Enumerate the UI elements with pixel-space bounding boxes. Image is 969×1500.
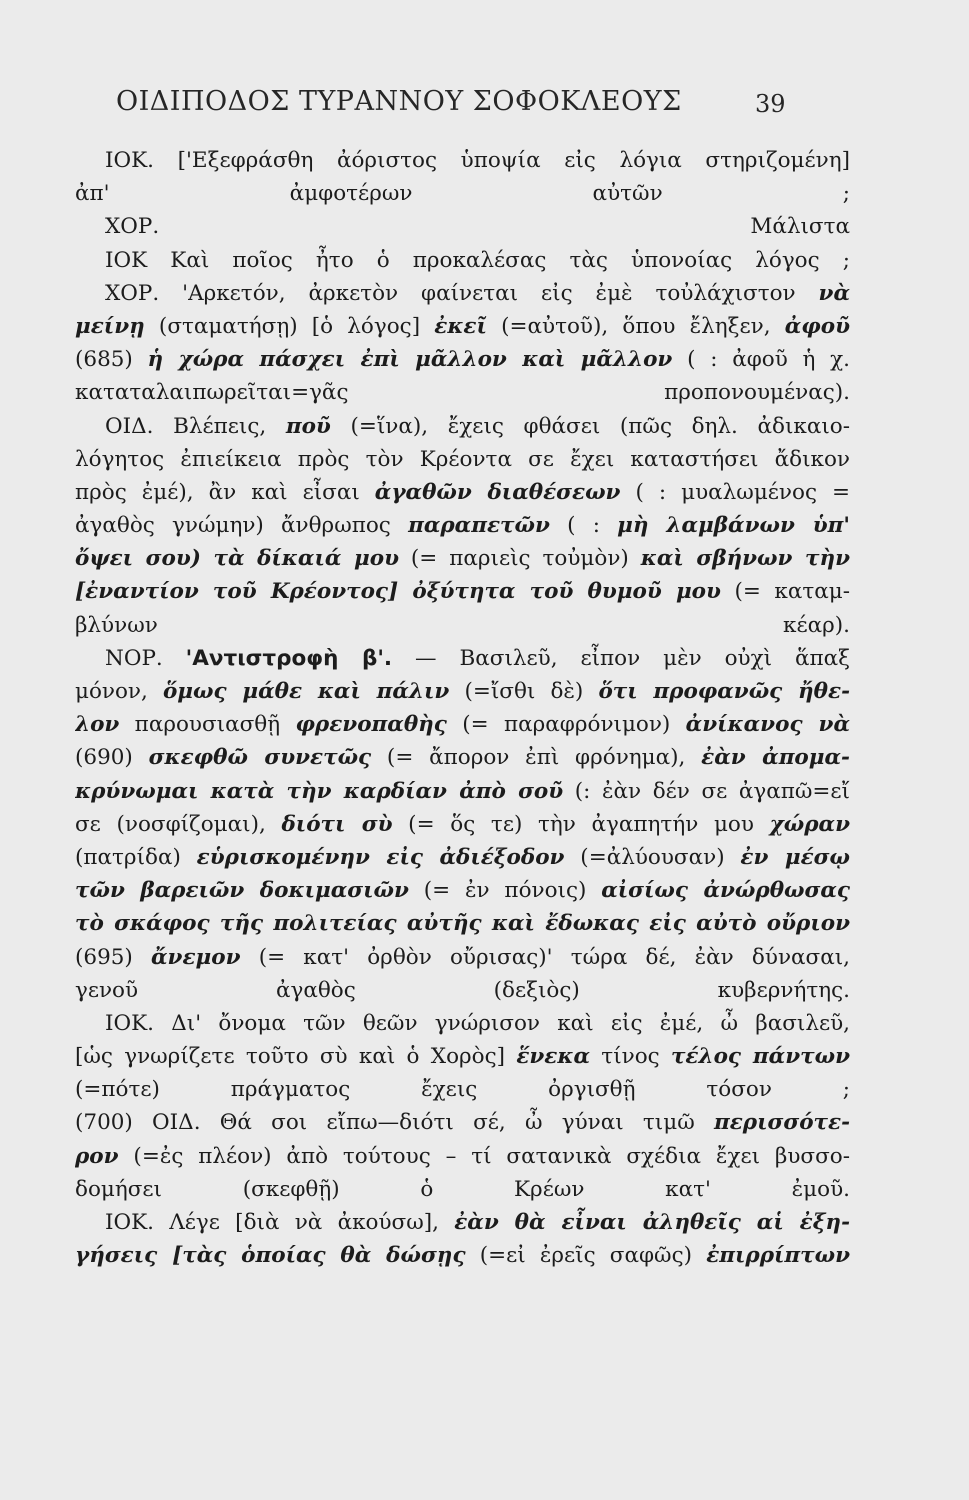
text-segment: ἀγαθὸς γνώμην) ἄνθρωπος [75, 513, 409, 539]
emphasized-text: μείνῃ [75, 313, 145, 339]
emphasized-text: γήσεις [τὰς ὁποίας θὰ δώσῃς [75, 1243, 466, 1269]
text-line [75, 177, 850, 210]
text-line [75, 310, 850, 343]
text-line [75, 410, 850, 443]
text-segment: ΙΟΚ Καὶ ποῖος ἦτο ὁ προκαλέσας τὰς ὑπονοίας λόγος ; [105, 247, 850, 273]
emphasized-text: ὅμως μάθε καὶ πάλιν [162, 679, 450, 704]
page-number: 39 [755, 90, 786, 118]
text-segment: παρουσιασθῇ [119, 712, 296, 738]
text-segment: (= παριεὶς τοὐμὸν) [399, 546, 641, 572]
text-segment: (695) [75, 944, 151, 970]
text-segment: (= καταμ- [720, 579, 850, 605]
text-segment: (=ἴσθι δὲ) [449, 679, 599, 704]
emphasized-text: διότι σὺ [281, 811, 393, 837]
emphasized-text: ἐὰν ἀπομα- [701, 745, 850, 771]
emphasized-text: εὑρισκομένην εἰς ἀδιέξοδον [196, 844, 565, 870]
text-line [75, 874, 850, 907]
text-segment: δομήσει (σκεφθῇ) ὁ Κρέων κατ' ἐμοῦ. [75, 1176, 850, 1202]
text-line [75, 1140, 850, 1173]
text-segment: ΙΟΚ. ['Εξεφράσθη ἀόριστος ὑποψία εἰς λόγια στηριζομένη] [105, 148, 850, 173]
emphasized-text: περισσότε- [713, 1110, 850, 1136]
emphasized-text: ἀφοῦ [784, 313, 850, 339]
emphasized-text: ποῦ [285, 413, 331, 439]
text-segment: μόνον, [75, 679, 163, 704]
text-segment: ΝΟΡ. [105, 645, 186, 671]
text-segment: ΧΟΡ. 'Αρκετόν, ἀρκετὸν φαίνεται εἰς ἐμὲ τοὐλάχιστον [105, 280, 819, 306]
emphasized-text: ρον [75, 1143, 119, 1169]
emphasized-text: μὴ λαμβάνων ὑπ' [617, 513, 850, 539]
section-heading: 'Αντιστροφὴ β'. [185, 645, 393, 671]
text-segment: (= ὅς τε) τὴν ἀγαπητήν μου [392, 811, 770, 837]
emphasized-text: ἀνίκανος νὰ [685, 712, 850, 738]
text-line [75, 542, 850, 575]
emphasized-text: ἐὰν θὰ εἶναι ἀληθεῖς αἱ ἐξη- [454, 1210, 850, 1235]
text-line [75, 741, 850, 774]
text-line [75, 808, 850, 841]
text-segment: (=πότε) πράγματος ἔχεις ὀργισθῇ τόσον ; [75, 1077, 850, 1103]
text-segment: καταταλαιπωρεῖται=γᾶς προπονουμένας). [75, 380, 850, 406]
text-line [75, 1206, 850, 1239]
text-line [75, 1173, 850, 1206]
text-line [75, 907, 850, 940]
text-segment: (σταματήσῃ) [ὁ λόγος] [144, 313, 435, 339]
text-line [75, 509, 850, 542]
emphasized-text: αἰσίως ἀνώρθωσας [601, 878, 850, 904]
text-segment: τίνος [590, 1044, 671, 1070]
text-segment: ΙΟΚ. Δι' ὄνομα τῶν θεῶν γνώρισον καὶ εἰς ἐμέ, ὦ βασιλεῦ, [105, 1010, 850, 1036]
text-line [75, 244, 850, 277]
emphasized-text: λον [75, 712, 120, 738]
text-segment: (=εἰ ἐρεῖς σαφῶς) [465, 1243, 707, 1269]
emphasized-text: [ἐναντίον τοῦ Κρέοντος] ὀξύτητα τοῦ θυμοῦ μου [75, 579, 721, 605]
emphasized-text: τῶν βαρειῶν δοκιμασιῶν [75, 878, 409, 904]
emphasized-text: χώραν [769, 811, 850, 837]
text-segment: πρὸς ἐμέ), ἂν καὶ εἶσαι [75, 479, 375, 505]
text-line [75, 1040, 850, 1073]
text-segment: ΟΙΔ. Βλέπεις, [105, 413, 286, 439]
text-segment: (πατρίδα) [75, 844, 197, 870]
text-line [75, 1106, 850, 1139]
emphasized-text: ἐν μέσῳ [740, 844, 850, 870]
text-segment: (= παραφρόνιμον) [446, 712, 686, 738]
emphasized-text: ἐπιρρίπτων [706, 1243, 850, 1269]
text-segment: ( : μυαλωμένος = [620, 479, 850, 505]
text-segment: (690) [75, 745, 149, 771]
emphasized-text: ἡ χώρα πάσχει ἐπὶ μᾶλλον καὶ μᾶλλον [147, 347, 673, 373]
text-line [75, 343, 850, 376]
text-segment: (: ἐὰν δέν σε ἀγαπῶ=εἴ [563, 778, 850, 804]
text-segment: (=ἵνα), ἔχεις φθάσει (πῶς δηλ. ἀδικαιο- [330, 413, 850, 439]
page-body-text [75, 144, 850, 1272]
text-segment: (= ἐν πόνοις) [408, 878, 602, 904]
text-line [75, 609, 850, 642]
text-line [75, 476, 850, 509]
text-line [75, 1239, 850, 1272]
text-segment: γενοῦ ἀγαθὸς (δεξιὸς) κυβερνήτης. [75, 977, 850, 1003]
emphasized-text: νὰ [818, 280, 850, 306]
text-line [75, 144, 850, 177]
emphasized-text: σκεφθῶ συνετῶς [148, 745, 372, 771]
text-line [75, 841, 850, 874]
emphasized-text: ἐκεῖ [434, 313, 487, 339]
emphasized-text: ὅτι προφανῶς ἤθε- [598, 679, 850, 704]
emphasized-text: ἀγαθῶν διαθέσεων [374, 479, 621, 505]
text-segment: (= κατ' ὀρθὸν οὔρισας)' τώρα δέ, ἐὰν δύνασαι, [240, 944, 850, 970]
emphasized-text: κρύνωμαι κατὰ τὴν καρδίαν ἀπὸ σοῦ [75, 778, 564, 804]
text-line [75, 1073, 850, 1106]
text-line [75, 642, 850, 675]
text-line [75, 277, 850, 310]
text-line [75, 974, 850, 1007]
emphasized-text: τέλος πάντων [670, 1044, 850, 1070]
text-segment: ( : ἀφοῦ ἡ χ. [672, 347, 850, 373]
text-line [75, 675, 850, 708]
text-segment: (=ἀλύουσαν) [564, 844, 741, 870]
text-segment: (= ἄπορον ἐπὶ φρόνημα), [371, 745, 702, 771]
text-segment: σε (νοσφίζομαι), [75, 811, 282, 837]
text-segment: ΙΟΚ. Λέγε [διὰ νὰ ἀκούσω], [105, 1210, 455, 1235]
text-line [75, 443, 850, 476]
text-line [75, 1007, 850, 1040]
text-segment: — Βασιλεῦ, εἶπον μὲν οὐχὶ ἅπαξ [392, 645, 850, 671]
text-segment: ΧΟΡ. Μάλιστα [105, 214, 850, 240]
text-segment: ( : [549, 513, 618, 539]
text-segment: βλύνων κέαρ). [75, 612, 850, 638]
text-line [75, 941, 850, 974]
emphasized-text: ὄψει σου) τὰ δίκαιά μου [75, 546, 399, 572]
text-segment: [ὡς γνωρίζετε τοῦτο σὺ καὶ ὁ Χορὸς] [75, 1044, 517, 1070]
text-segment: ἀπ' ἀμφοτέρων αὐτῶν ; [75, 181, 850, 207]
emphasized-text: τὸ σκάφος τῆς πολιτείας αὐτῆς καὶ ἔδωκας εἰς αὐτὸ οὔριον [75, 911, 850, 937]
running-title: ΟΙΔΙΠΟΔΟΣ ΤΥΡΑΝΝΟΥ ΣΟΦΟΚΛΕΟΥΣ [116, 86, 682, 117]
emphasized-text: παραπετῶν [408, 513, 550, 539]
text-line [75, 376, 850, 409]
emphasized-text: φρενοπαθὴς [295, 712, 447, 738]
emphasized-text: καὶ σβήνων τὴν [640, 546, 850, 572]
text-segment: (=αὐτοῦ), ὅπου ἔληξεν, [486, 313, 785, 339]
emphasized-text: ἕνεκα [516, 1044, 591, 1070]
text-segment: (685) [75, 347, 148, 373]
text-line [75, 210, 850, 243]
text-segment: (700) ΟΙΔ. Θά σοι εἴπω—διότι σέ, ὦ γύναι τιμῶ [75, 1110, 714, 1136]
emphasized-text: ἄνεμον [151, 944, 241, 970]
text-line [75, 575, 850, 608]
text-line [75, 775, 850, 808]
text-line [75, 708, 850, 741]
text-segment: λόγητος ἐπιείκεια πρὸς τὸν Κρέοντα σε ἔχει καταστήσει ἄδικον [75, 446, 850, 472]
text-segment: (=ἐς πλέον) ἀπὸ τούτους – τί σατανικὰ σχέδια ἔχει βυσσο- [118, 1143, 850, 1169]
